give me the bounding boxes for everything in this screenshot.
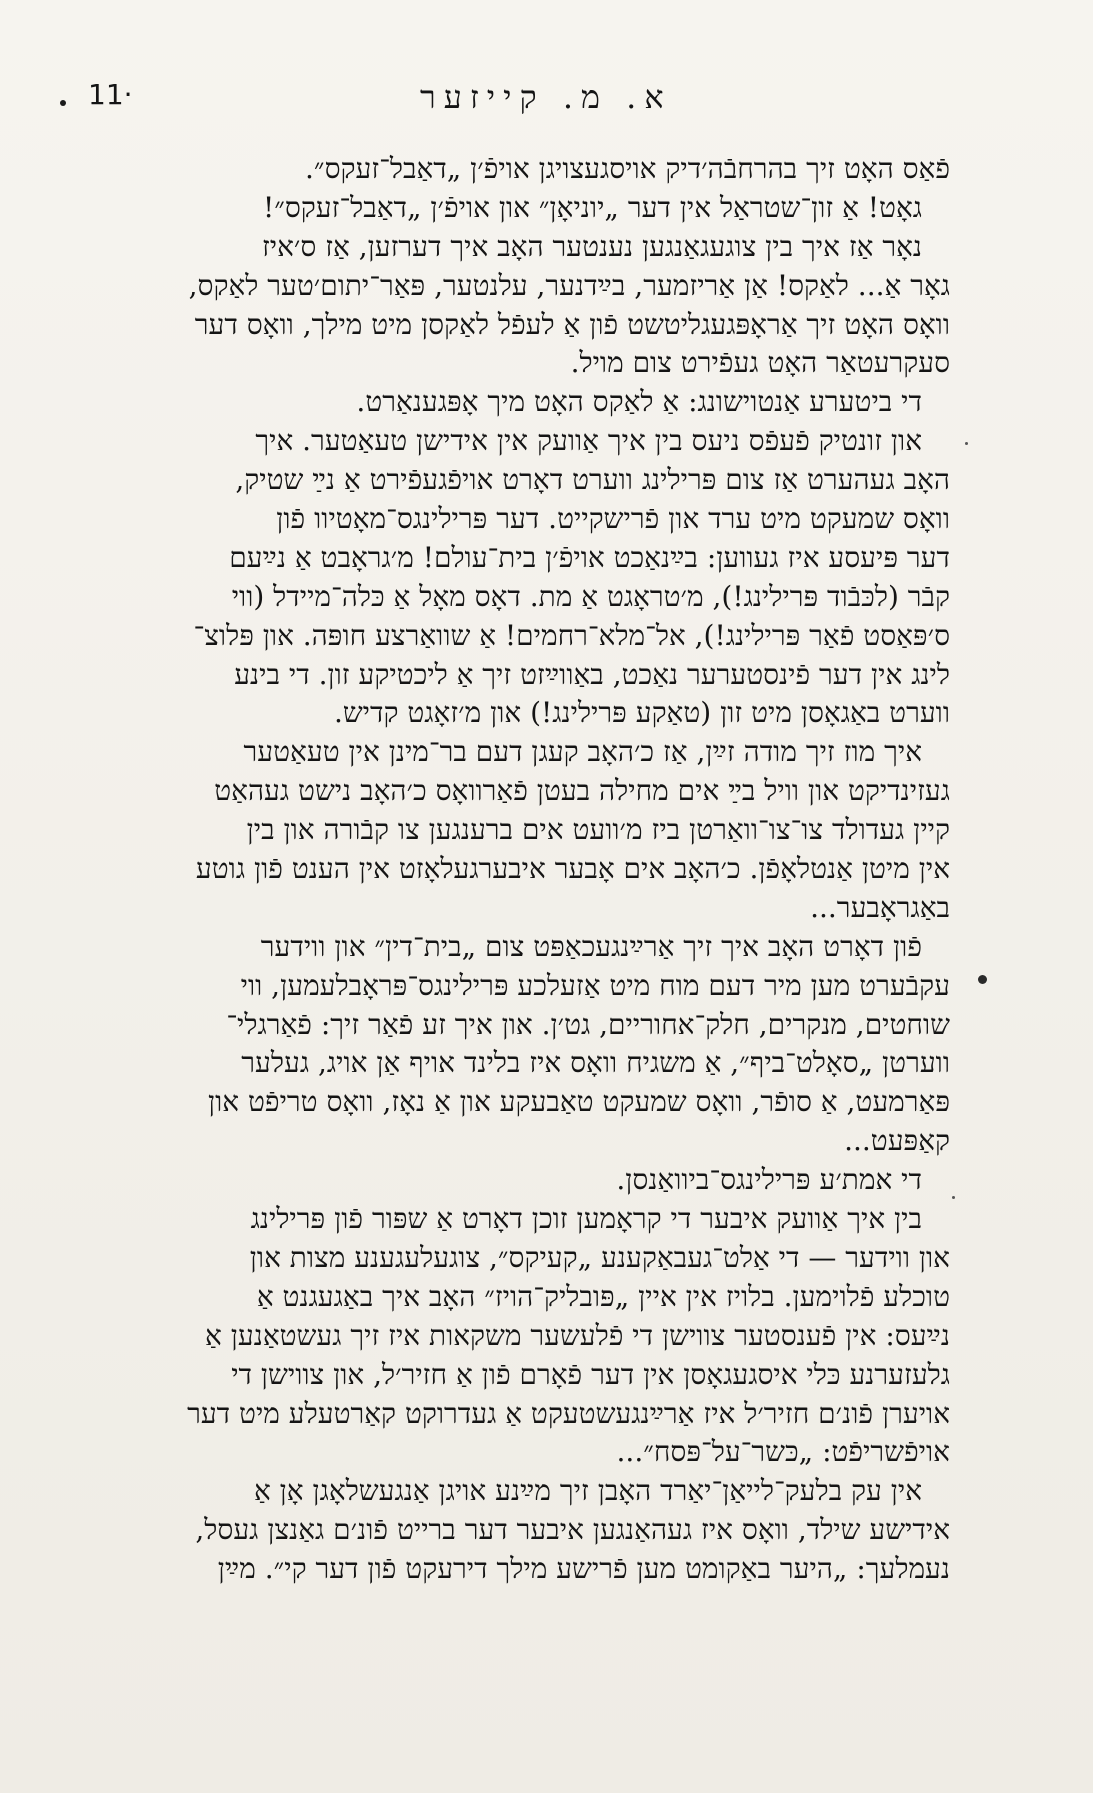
text-line: פֿון דאָרט האָב איך זיך אַרײַנגעכאַפּט צום „בית־דין״ און ווידער xyxy=(260,929,922,963)
text-line: וואָס שמעקט מיט ערד און פֿרישקייט. דער פּרילינגס־מאָטיוו פֿון xyxy=(276,502,950,536)
text-line: ס׳פּאַסט פֿאַר פּרילינג!), אל־מלא־רחמים! אַ שוואַרצע חופּה. און פּלוצ־ xyxy=(193,618,950,652)
margin-dot xyxy=(978,975,987,984)
text-line: די אמת׳ע פּרילינגס־ביוואַנסן. xyxy=(616,1163,922,1197)
text-line: גאָט! אַ זון־שטראַל אין דער „יוניאָן״ און אויפֿ׳ן „דאַבל־זעקס״! xyxy=(262,190,922,224)
scan-speck xyxy=(952,1196,955,1199)
text-line: בין איך אַוועק איבער די קראָמען זוכן דאָרט אַ שפּור פֿון פּרילינג xyxy=(250,1202,922,1236)
text-line: די ביטערע אַנטוישונג: אַ לאַקס האָט מיך אָפּגענאַרט. xyxy=(356,385,922,419)
text-line: ווערטן „סאָלט־ביף״, אַ משגיח וואָס איז בלינד אויף אַן אויג, געלער xyxy=(241,1046,950,1080)
text-line: נאָר אַז איך בין צוגעגאַנגען נענטער האָב איך דערזען, אַז ס׳איז xyxy=(261,229,922,263)
text-line: לינג אין דער פֿינסטערער נאַכט, באַווײַזט זיך אַ ליכטיקע זון. די בינע xyxy=(234,657,950,691)
text-line: און ווידער — די אַלט־געבאַקענע „קעיקס״, צוגעלעגענע מצות און xyxy=(249,1240,950,1274)
text-line: גלעזערנע כּלי איסגעגאָסן אין דער פֿאָרם פֿון אַ חזיר׳ל, און צווישן די xyxy=(231,1357,950,1391)
text-line: איך מוז זיך מודה זײַן, אַז כ׳האָב קעגן דעם בר־מינן אין טעאַטער xyxy=(243,735,922,769)
text-line: שוחטים, מנקרים, חלק־אחוריים, גט׳ן. און איך זע פֿאַר זיך: פֿאַרגלי־ xyxy=(226,1007,950,1041)
text-line: וואָס האָט זיך אַראָפּגעגליטשט פֿון אַ לעפֿל לאַקסן מיט מילך, וואָס דער xyxy=(194,307,950,341)
text-line: סעקרעטאַר האָט געפֿירט צום מויל. xyxy=(570,346,950,380)
text-line: אויפֿשריפֿט: „כּשר־על־פּסח״... xyxy=(616,1435,950,1469)
text-line: אויערן פֿונ׳ם חזיר׳ל איז אַרײַנגעשטעקט אַ געדרוקט קאַרטעלע מיט דער xyxy=(187,1396,950,1430)
text-line: פֿאַס האָט זיך בהרחבֿה׳דיק אויסגעצויגן אויפֿ׳ן „דאַבל־זעקס״. xyxy=(305,152,950,185)
header-dot xyxy=(60,100,66,106)
text-line: טוכלע פֿלוימען. בלויז אין איין „פּובליק־הויז״ האָב איך באַגעגנט אַ xyxy=(256,1279,950,1313)
text-line: געזינדיקט און וויל בײַ אים מחילה בעטן פֿאַרוואָס כ׳האָב נישט געהאַט xyxy=(214,774,950,808)
page-number: 11· xyxy=(88,78,133,111)
text-line: אידישע שילד, וואָס איז געהאַנגען איבער דער ברייט פֿונ׳ם גאַנצן געסל, xyxy=(195,1513,950,1547)
text-line: האָב געהערט אַז צום פּרילינג ווערט דאָרט אויפֿגעפֿירט אַ נײַ שטיק, xyxy=(235,463,950,497)
scan-speck xyxy=(965,442,968,445)
text-line: פּאַרמעט, אַ סופֿר, וואָס שמעקט טאַבעקע און אַ נאָז, וואָס טריפֿט און xyxy=(208,1085,950,1119)
text-line: נעמלעך: „היער באַקומט מען פֿרישע מילך דירעקט פֿון דער קי״. מײַן xyxy=(217,1552,950,1586)
text-line: אין עק בלעק־לייאַן־יאַרד האָבן זיך מײַנע אויגן אַנגעשלאָגן אָן אַ xyxy=(253,1474,922,1508)
text-line: נײַעס: אין פֿענסטער צווישן די פֿלעשער משקאות איז זיך געשטאַנען אַ xyxy=(205,1318,950,1352)
running-title: א. מ. קייזער xyxy=(420,78,672,116)
text-line: גאָר אַ... לאַקס! אַן אַריזמער, בײַדנער, עלנטער, פּאַר־יתום׳טער לאַקס, xyxy=(188,268,950,302)
text-line: באַגראָבער... xyxy=(810,890,950,924)
text-line: ווערט באַגאָסן מיט זון (טאַקע פּרילינג!) און מ׳זאָגט קדיש. xyxy=(333,696,950,730)
text-line: קאַפּעט... xyxy=(844,1124,950,1158)
text-line: דער פּיעסע איז געווען: בײַנאַכט אויפֿ׳ן בית־עולם! מ׳גראָבט אַ נײַעם xyxy=(229,540,950,574)
page-header xyxy=(60,78,970,124)
text-line: קיין געדולד צו־צו־וואַרטן ביז מ׳וועט אים ברענגען צו קבֿורה און בין xyxy=(246,813,950,847)
text-line: אין מיטן אַנטלאָפֿן. כ׳האָב אים אָבער איבערגעלאָזט אין הענט פֿון גוטע xyxy=(195,852,950,886)
text-line: קבֿר (לכּבֿוד פּרילינג!), מ׳טראָגט אַ מת. דאָס מאָל אַ כּלה־מיידל (ווי xyxy=(231,579,950,613)
body-text xyxy=(82,150,950,1589)
text-line: און זונטיק פֿעפֿס ניעס בין איך אַוועק אין אידישן טעאַטער. איך xyxy=(255,424,922,458)
text-line: עקבֿערט מען מיר דעם מוח מיט אַזעלכע פּרילינגס־פּראָבלעמען, ווי xyxy=(240,968,950,1002)
